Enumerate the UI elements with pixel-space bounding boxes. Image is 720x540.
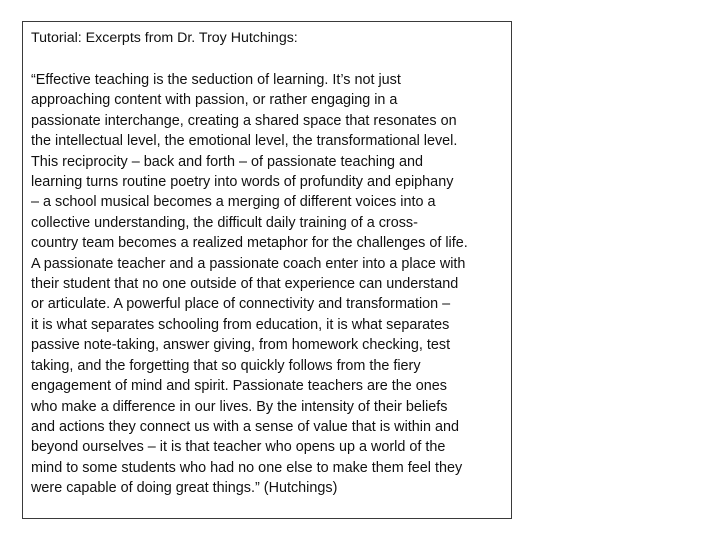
document-title: Tutorial: Excerpts from Dr. Troy Hutchings: xyxy=(31,30,298,46)
quote-line: and actions they connect us with a sense of value that is within and xyxy=(31,418,459,435)
quote-line: or articulate. A powerful place of connectivity and transformation – xyxy=(31,296,451,313)
quote-line: beyond ourselves – it is that teacher who opens up a world of the xyxy=(31,439,446,456)
quote-line: it is what separates schooling from education, it is what separates xyxy=(31,316,450,333)
quote-line: This reciprocity – back and forth – of passionate teaching and xyxy=(31,153,423,170)
quote-line: learning turns routine poetry into words of profundity and epiphany xyxy=(31,174,454,191)
quote-line: “Effective teaching is the seduction of learning. It’s not just xyxy=(31,72,401,88)
quote-line: their student that no one outside of that experience can understand xyxy=(31,276,459,293)
quote-line: A passionate teacher and a passionate coach enter into a place with xyxy=(31,255,466,272)
quote-line: approaching content with passion, or rather engaging in a xyxy=(31,92,398,109)
quote-line: passive note-taking, answer giving, from homework checking, test xyxy=(31,337,451,354)
quote-line: collective understanding, the difficult daily training of a cross- xyxy=(31,214,418,231)
quote-line: country team becomes a realized metaphor for the challenges of life. xyxy=(31,235,468,252)
quote-line: who make a difference in our lives. By the intensity of their beliefs xyxy=(31,398,448,415)
quote-line: mind to some students who had no one else to make them feel they xyxy=(31,459,463,476)
quote-line: were capable of doing great things.” (Hutchings) xyxy=(31,480,338,497)
quote-line: the intellectual level, the emotional level, the transformational level. xyxy=(31,133,458,150)
quote-line: engagement of mind and spirit. Passionate teachers are the ones xyxy=(31,378,447,395)
quote-paragraph xyxy=(31,70,505,499)
quote-line: passionate interchange, creating a shared space that resonates on xyxy=(31,112,457,129)
quote-text-box xyxy=(22,21,512,519)
quote-line: – a school musical becomes a merging of different voices into a xyxy=(31,194,436,211)
quote-line: taking, and the forgetting that so quickly follows from the fiery xyxy=(31,357,421,374)
